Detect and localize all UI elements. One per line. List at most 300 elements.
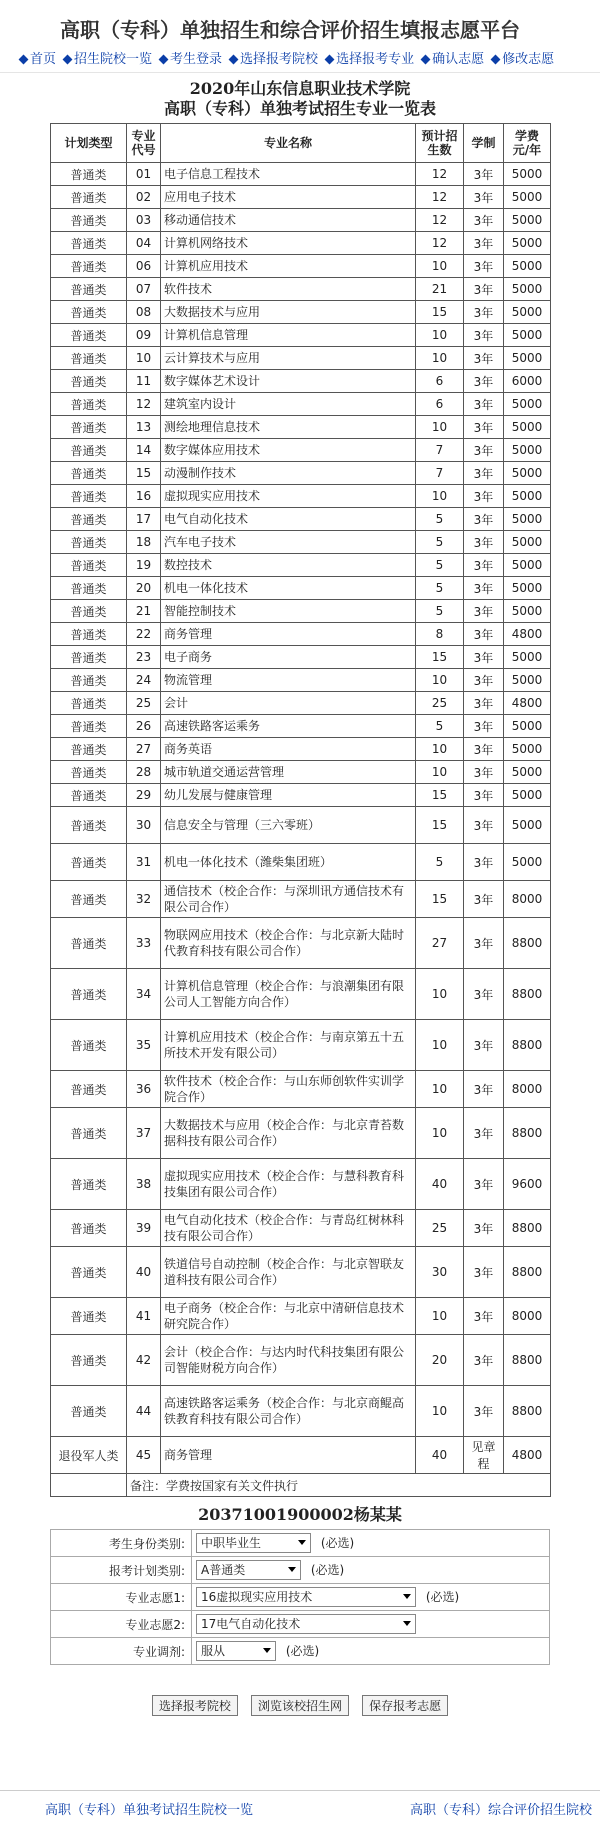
row-code: 20 [127,577,161,600]
row-years: 3年 [464,807,504,844]
row-name: 云计算技术与应用 [161,347,416,370]
student-id-name: 20371001900002杨某某 [198,1505,402,1524]
row-fee: 5000 [504,324,551,347]
row-fee: 5000 [504,163,551,186]
diamond-bullet-icon [159,55,169,65]
table-row [51,1210,551,1247]
header-name: 专业名称 [161,124,416,163]
table-row [51,324,551,347]
diamond-bullet-icon [63,55,73,65]
row-code: 09 [127,324,161,347]
row-enroll: 25 [416,692,464,715]
table-row [51,1108,551,1159]
footer [0,1790,600,1823]
footer-link-single-exam[interactable]: 高职（专科）单独考试招生院校一览 [45,1803,254,1818]
row-code: 42 [127,1335,161,1386]
row-name: 电子商务 [161,646,416,669]
table-row [51,1437,551,1474]
table-row [51,347,551,370]
identity-select[interactable] [196,1533,311,1553]
row-name: 建筑室内设计 [161,393,416,416]
row-plan-type: 普通类 [51,278,127,301]
note-spacer [51,1474,127,1497]
row-name: 城市轨道交通运营管理 [161,761,416,784]
row-enroll: 15 [416,646,464,669]
row-code: 30 [127,807,161,844]
row-plan-type: 普通类 [51,738,127,761]
table-row [51,370,551,393]
row-enroll: 5 [416,600,464,623]
table-row [51,600,551,623]
nav-item-label: 选择报考院校 [240,52,319,67]
choice1-select[interactable] [196,1587,416,1607]
row-enroll: 12 [416,209,464,232]
row-code: 14 [127,439,161,462]
row-plan-type: 普通类 [51,508,127,531]
row-years: 3年 [464,554,504,577]
row-enroll: 8 [416,623,464,646]
row-plan-type: 普通类 [51,969,127,1020]
row-plan-type: 普通类 [51,646,127,669]
row-code: 33 [127,918,161,969]
row-plan-type: 普通类 [51,881,127,918]
chevron-down-icon [288,1567,296,1572]
row-name: 机电一体化技术（潍柴集团班） [161,844,416,881]
plan-select[interactable] [196,1560,301,1580]
table-title [50,79,550,119]
identity-required: (必选) [320,1535,355,1550]
row-fee: 5000 [504,715,551,738]
row-plan-type: 普通类 [51,416,127,439]
row-years: 3年 [464,186,504,209]
row-plan-type: 普通类 [51,232,127,255]
row-plan-type: 普通类 [51,577,127,600]
row-enroll: 5 [416,715,464,738]
diamond-bullet-icon [229,55,239,65]
row-years: 3年 [464,209,504,232]
table-row [51,531,551,554]
header-enroll: 预计招生数 [416,124,464,163]
choice2-select[interactable] [196,1614,416,1634]
row-plan-type: 普通类 [51,715,127,738]
header-fee: 学费元/年 [504,124,551,163]
table-title-line2: 高职（专科）单独考试招生专业一览表 [163,99,436,118]
table-row [51,439,551,462]
form-row-identity [51,1530,550,1557]
nav-item-1[interactable] [64,52,152,67]
row-plan-type: 普通类 [51,485,127,508]
row-years: 3年 [464,508,504,531]
table-row [51,1335,551,1386]
save-button[interactable]: 保存报考志愿 [362,1695,448,1716]
row-plan-type: 普通类 [51,844,127,881]
table-row [51,301,551,324]
row-enroll: 10 [416,1071,464,1108]
row-code: 40 [127,1247,161,1298]
table-row [51,1071,551,1108]
row-years: 3年 [464,1071,504,1108]
row-enroll: 12 [416,232,464,255]
row-enroll: 25 [416,1210,464,1247]
row-enroll: 10 [416,969,464,1020]
row-fee: 5000 [504,844,551,881]
row-name: 软件技术（校企合作：与山东师创软件实训学院合作） [161,1071,416,1108]
row-enroll: 10 [416,738,464,761]
row-fee: 5000 [504,186,551,209]
row-code: 37 [127,1108,161,1159]
row-years: 3年 [464,531,504,554]
row-plan-type: 普通类 [51,1071,127,1108]
row-name: 幼儿发展与健康管理 [161,784,416,807]
row-fee: 5000 [504,646,551,669]
row-fee: 5000 [504,508,551,531]
row-code: 19 [127,554,161,577]
row-enroll: 15 [416,301,464,324]
header-years: 学制 [464,124,504,163]
diamond-bullet-icon [421,55,431,65]
row-plan-type: 退役军人类 [51,1437,127,1474]
row-code: 03 [127,209,161,232]
row-name: 高速铁路客运乘务 [161,715,416,738]
table-row [51,1298,551,1335]
row-years: 3年 [464,881,504,918]
choice2-value: 17电气自动化技术 [201,1617,301,1631]
row-name: 信息安全与管理（三六零班） [161,807,416,844]
row-fee: 5000 [504,232,551,255]
row-name: 机电一体化技术 [161,577,416,600]
row-years: 3年 [464,255,504,278]
row-plan-type: 普通类 [51,554,127,577]
row-fee: 5000 [504,209,551,232]
row-fee: 8800 [504,918,551,969]
row-enroll: 10 [416,669,464,692]
row-years: 3年 [464,416,504,439]
table-row [51,1247,551,1298]
row-name: 会计（校企合作：与达内时代科技集团有限公司智能财税方向合作） [161,1335,416,1386]
row-plan-type: 普通类 [51,186,127,209]
diamond-bullet-icon [325,55,335,65]
row-code: 11 [127,370,161,393]
nav-item-label: 招生院校一览 [74,52,153,67]
nav-item-3[interactable] [230,52,318,67]
row-enroll: 5 [416,531,464,554]
row-plan-type: 普通类 [51,692,127,715]
row-years: 3年 [464,278,504,301]
row-enroll: 30 [416,1247,464,1298]
row-name: 电子信息工程技术 [161,163,416,186]
row-plan-type: 普通类 [51,1335,127,1386]
row-enroll: 27 [416,918,464,969]
row-enroll: 10 [416,347,464,370]
row-name: 电气自动化技术（校企合作：与青岛红树林科技有限公司合作） [161,1210,416,1247]
row-plan-type: 普通类 [51,462,127,485]
row-plan-type: 普通类 [51,600,127,623]
table-row [51,393,551,416]
row-years: 3年 [464,1386,504,1437]
row-name: 数控技术 [161,554,416,577]
browse-site-button[interactable]: 浏览该校招生网 [251,1695,349,1716]
row-code: 45 [127,1437,161,1474]
row-years: 3年 [464,623,504,646]
row-name: 虚拟现实应用技术（校企合作：与慧科教育科技集团有限公司合作） [161,1159,416,1210]
row-years: 3年 [464,784,504,807]
table-row [51,1020,551,1071]
row-fee: 9600 [504,1159,551,1210]
row-code: 24 [127,669,161,692]
row-name: 计算机信息管理（校企合作：与浪潮集团有限公司人工智能方向合作） [161,969,416,1020]
row-code: 18 [127,531,161,554]
row-enroll: 15 [416,807,464,844]
row-enroll: 5 [416,844,464,881]
row-name: 物联网应用技术（校企合作：与北京新大陆时代教育科技有限公司合作） [161,918,416,969]
table-row [51,844,551,881]
row-code: 13 [127,416,161,439]
top-nav [20,48,562,67]
row-name: 计算机网络技术 [161,232,416,255]
table-row [51,1386,551,1437]
nav-item-5[interactable] [422,52,484,67]
nav-item-label: 选择报考专业 [336,52,415,67]
row-fee: 5000 [504,462,551,485]
row-fee: 5000 [504,485,551,508]
row-years: 见章程 [464,1437,504,1474]
row-enroll: 6 [416,393,464,416]
row-plan-type: 普通类 [51,324,127,347]
row-code: 08 [127,301,161,324]
row-code: 31 [127,844,161,881]
table-row [51,969,551,1020]
table-row [51,715,551,738]
row-enroll: 15 [416,881,464,918]
row-years: 3年 [464,439,504,462]
row-fee: 5000 [504,278,551,301]
table-row [51,186,551,209]
row-fee: 5000 [504,577,551,600]
row-code: 06 [127,255,161,278]
main-content [50,79,550,1716]
row-years: 3年 [464,1210,504,1247]
row-fee: 4800 [504,692,551,715]
nav-item-label: 确认志愿 [432,52,485,67]
choice1-required: (必选) [425,1589,460,1604]
row-plan-type: 普通类 [51,623,127,646]
adjust-value: 服从 [201,1644,226,1658]
plan-label: 报考计划类别: [51,1557,192,1584]
chevron-down-icon [263,1648,271,1653]
nav-item-6[interactable] [492,52,554,67]
row-code: 01 [127,163,161,186]
row-name: 虚拟现实应用技术 [161,485,416,508]
row-name: 大数据技术与应用（校企合作：与北京青苔数据科技有限公司合作） [161,1108,416,1159]
table-header-row [51,124,551,163]
row-fee: 8800 [504,1020,551,1071]
row-code: 25 [127,692,161,715]
row-name: 数字媒体应用技术 [161,439,416,462]
adjust-select[interactable] [196,1641,276,1661]
row-years: 3年 [464,577,504,600]
row-enroll: 10 [416,324,464,347]
row-enroll: 5 [416,577,464,600]
adjust-label: 专业调剂: [51,1638,192,1665]
row-name: 会计 [161,692,416,715]
form-row-adjust [51,1638,550,1665]
row-plan-type: 普通类 [51,531,127,554]
row-code: 15 [127,462,161,485]
row-fee: 5000 [504,669,551,692]
nav-item-label: 首页 [30,52,57,67]
row-plan-type: 普通类 [51,301,127,324]
row-code: 36 [127,1071,161,1108]
row-plan-type: 普通类 [51,255,127,278]
row-enroll: 20 [416,1335,464,1386]
row-name: 计算机应用技术 [161,255,416,278]
row-code: 17 [127,508,161,531]
row-plan-type: 普通类 [51,918,127,969]
row-enroll: 6 [416,370,464,393]
nav-item-label: 考生登录 [170,52,223,67]
adjust-required: (必选) [285,1643,320,1658]
table-row [51,881,551,918]
row-years: 3年 [464,715,504,738]
row-name: 电子商务（校企合作：与北京中清研信息技术研究院合作） [161,1298,416,1335]
row-code: 35 [127,1020,161,1071]
row-enroll: 5 [416,554,464,577]
row-name: 动漫制作技术 [161,462,416,485]
row-years: 3年 [464,600,504,623]
diamond-bullet-icon [491,55,501,65]
row-fee: 5000 [504,347,551,370]
row-code: 23 [127,646,161,669]
row-fee: 5000 [504,784,551,807]
row-years: 3年 [464,738,504,761]
row-fee: 5000 [504,393,551,416]
row-enroll: 7 [416,462,464,485]
row-enroll: 10 [416,1020,464,1071]
page-title: 高职（专科）单独招生和综合评价招生填报志愿平台 [60,18,520,42]
row-years: 3年 [464,370,504,393]
select-school-button[interactable]: 选择报考院校 [152,1695,238,1716]
nav-item-4[interactable] [326,52,414,67]
row-plan-type: 普通类 [51,1386,127,1437]
row-plan-type: 普通类 [51,439,127,462]
majors-table [50,123,551,1497]
row-fee: 8000 [504,881,551,918]
row-enroll: 10 [416,416,464,439]
form-row-choice2 [51,1611,550,1638]
row-years: 3年 [464,1159,504,1210]
row-enroll: 21 [416,278,464,301]
row-name: 商务管理 [161,1437,416,1474]
row-code: 26 [127,715,161,738]
row-code: 21 [127,600,161,623]
row-years: 3年 [464,844,504,881]
nav-item-2[interactable] [160,52,222,67]
row-years: 3年 [464,301,504,324]
row-fee: 5000 [504,600,551,623]
row-enroll: 40 [416,1159,464,1210]
application-form [50,1529,550,1665]
row-name: 数字媒体艺术设计 [161,370,416,393]
row-years: 3年 [464,1020,504,1071]
row-years: 3年 [464,347,504,370]
row-fee: 8800 [504,1335,551,1386]
row-years: 3年 [464,1247,504,1298]
note-text: 备注：学费按国家有关文件执行 [127,1474,551,1497]
table-row [51,278,551,301]
row-code: 04 [127,232,161,255]
row-years: 3年 [464,646,504,669]
row-name: 通信技术（校企合作：与深圳讯方通信技术有限公司合作） [161,881,416,918]
row-years: 3年 [464,761,504,784]
row-fee: 5000 [504,761,551,784]
row-fee: 5000 [504,807,551,844]
table-row [51,738,551,761]
row-years: 3年 [464,669,504,692]
row-name: 物流管理 [161,669,416,692]
nav-item-0[interactable] [20,52,56,67]
row-enroll: 15 [416,784,464,807]
plan-value: A普通类 [201,1563,246,1577]
row-code: 29 [127,784,161,807]
row-name: 高速铁路客运乘务（校企合作：与北京商鲲高铁教育科技有限公司合作） [161,1386,416,1437]
row-plan-type: 普通类 [51,393,127,416]
row-plan-type: 普通类 [51,1159,127,1210]
chevron-down-icon [403,1594,411,1599]
row-fee: 4800 [504,1437,551,1474]
form-row-choice1 [51,1584,550,1611]
row-plan-type: 普通类 [51,209,127,232]
row-fee: 6000 [504,370,551,393]
table-row [51,416,551,439]
identity-label: 考生身份类别: [51,1530,192,1557]
row-plan-type: 普通类 [51,807,127,844]
table-row [51,807,551,844]
row-years: 3年 [464,918,504,969]
row-enroll: 7 [416,439,464,462]
row-name: 商务管理 [161,623,416,646]
row-enroll: 10 [416,485,464,508]
row-name: 大数据技术与应用 [161,301,416,324]
row-code: 16 [127,485,161,508]
choice1-label: 专业志愿1: [51,1584,192,1611]
row-years: 3年 [464,692,504,715]
diamond-bullet-icon [19,55,29,65]
row-name: 软件技术 [161,278,416,301]
row-fee: 5000 [504,255,551,278]
chevron-down-icon [298,1540,306,1545]
row-fee: 5000 [504,301,551,324]
row-plan-type: 普通类 [51,1247,127,1298]
row-years: 3年 [464,1335,504,1386]
button-bar [50,1695,550,1716]
row-enroll: 10 [416,1298,464,1335]
table-row [51,623,551,646]
table-row [51,554,551,577]
footer-link-comprehensive[interactable]: 高职（专科）综合评价招生院校 [410,1803,593,1818]
row-years: 3年 [464,232,504,255]
row-plan-type: 普通类 [51,761,127,784]
row-name: 计算机信息管理 [161,324,416,347]
row-enroll: 10 [416,1386,464,1437]
row-name: 电气自动化技术 [161,508,416,531]
row-plan-type: 普通类 [51,163,127,186]
row-name: 智能控制技术 [161,600,416,623]
row-enroll: 10 [416,1108,464,1159]
table-row [51,692,551,715]
row-fee: 5000 [504,416,551,439]
row-fee: 8800 [504,969,551,1020]
row-name: 商务英语 [161,738,416,761]
